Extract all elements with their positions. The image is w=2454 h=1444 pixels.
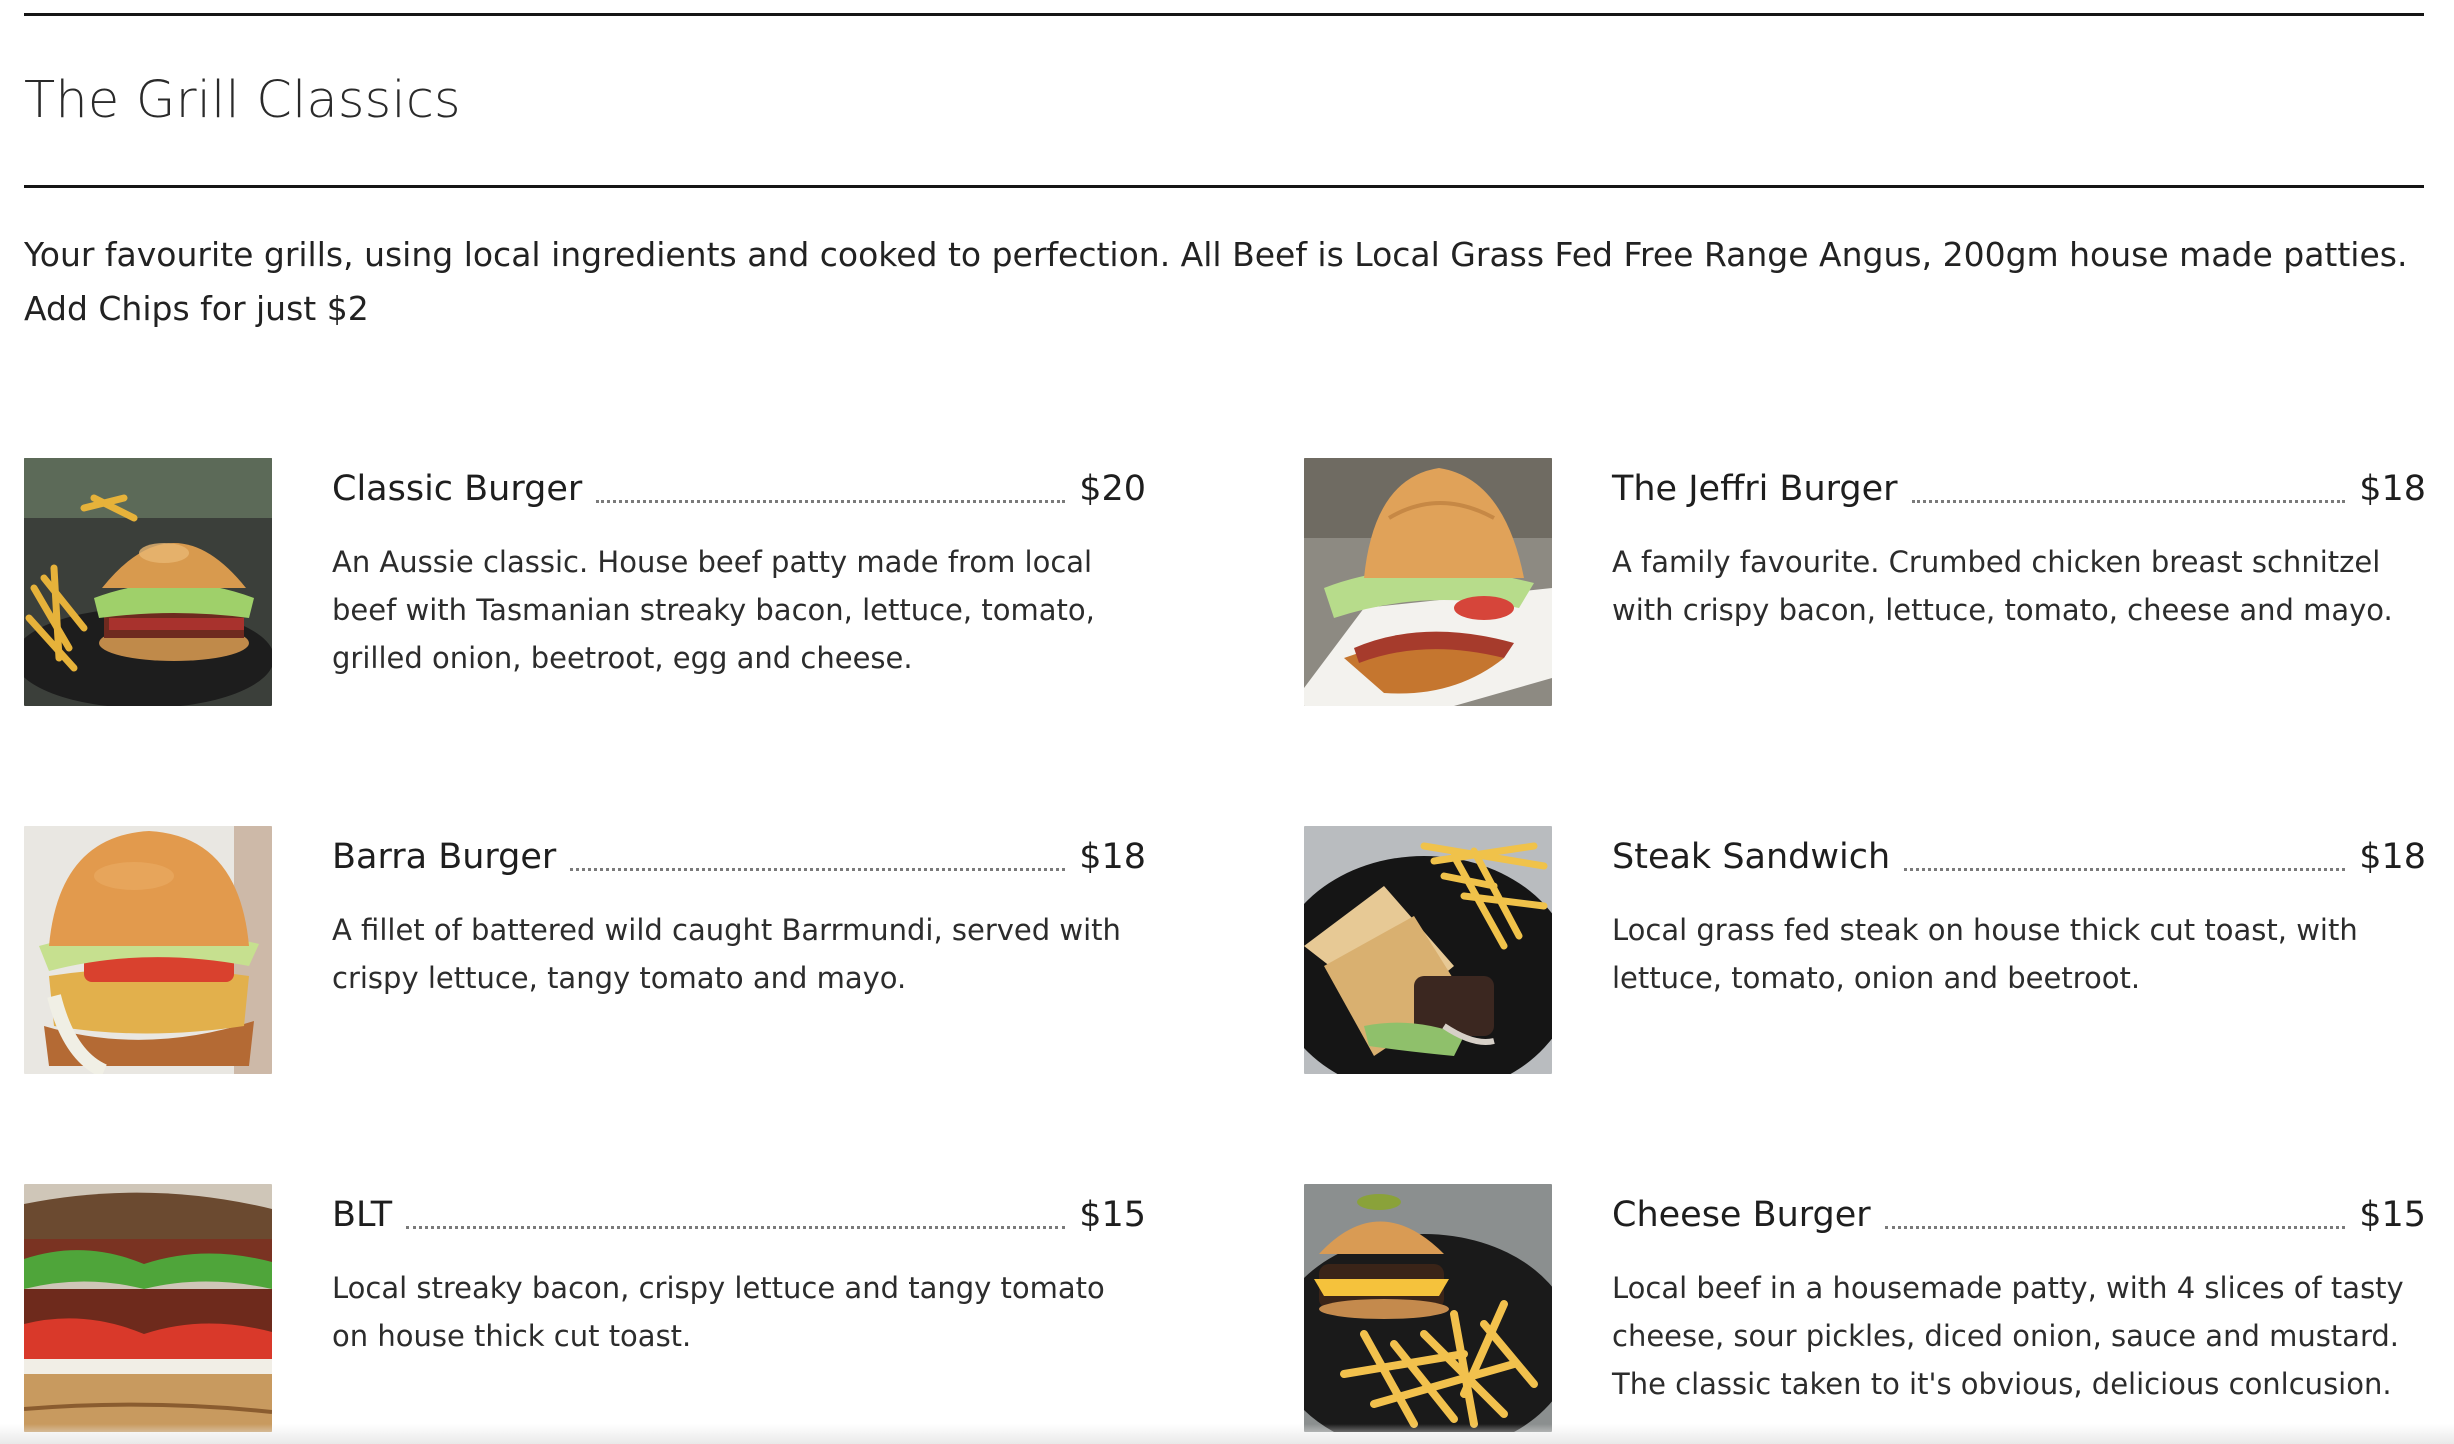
section-description: Your favourite grills, using local ingredients and cooked to perfection. All Beef is Local Grass Fed Free Range Angus, 200gm house made patties. Add Chips for just $2 — [24, 235, 2408, 328]
menu-item-blt — [24, 1184, 1146, 1434]
item-name: BLT — [332, 1195, 393, 1235]
item-name: Cheese Burger — [1612, 1195, 1871, 1235]
item-price: $15 — [1079, 1195, 1146, 1235]
dotted-leader — [1885, 1226, 2345, 1229]
top-divider — [24, 13, 2424, 16]
dotted-leader — [406, 1226, 1065, 1229]
dotted-leader — [1904, 868, 2345, 871]
item-header — [1612, 458, 2426, 514]
item-description: Local grass fed steak on house thick cut toast, with lettuce, tomato, onion and beetroot. — [1612, 913, 2358, 995]
menu-item-jeffri-burger — [1304, 458, 2426, 708]
classic-burger-image[interactable] — [24, 458, 272, 706]
item-description: A fillet of battered wild caught Barrmundi, served with crispy lettuce, tangy tomato and mayo. — [332, 913, 1121, 995]
item-name: Steak Sandwich — [1612, 837, 1891, 877]
item-name: Classic Burger — [332, 469, 583, 509]
item-description: An Aussie classic. House beef patty made from local beef with Tasmanian streaky bacon, lettuce, tomato, grilled onion, beetroot, egg and cheese. — [332, 545, 1095, 675]
dotted-leader — [570, 868, 1065, 871]
blt-image[interactable] — [24, 1184, 272, 1432]
dotted-leader — [596, 500, 1065, 503]
menu-item-cheese-burger — [1304, 1184, 2426, 1434]
item-price: $18 — [1079, 837, 1146, 877]
menu-item-classic-burger — [24, 458, 1146, 708]
item-header — [332, 1184, 1146, 1240]
jeffri-burger-image[interactable] — [1304, 458, 1552, 706]
item-price: $20 — [1079, 469, 1146, 509]
item-price: $15 — [2359, 1195, 2426, 1235]
item-header — [332, 458, 1146, 514]
item-name: The Jeffri Burger — [1612, 469, 1898, 509]
item-header — [1612, 1184, 2426, 1240]
item-header — [1612, 826, 2426, 882]
title-divider — [24, 185, 2424, 188]
item-price: $18 — [2359, 469, 2426, 509]
cheese-burger-image[interactable] — [1304, 1184, 1552, 1432]
menu-item-steak-sandwich — [1304, 826, 2426, 1076]
steak-sandwich-image[interactable] — [1304, 826, 1552, 1074]
item-price: $18 — [2359, 837, 2426, 877]
item-description: Local beef in a housemade patty, with 4 slices of tasty cheese, sour pickles, diced onion, sauce and mustard. The classic taken to it's obvious, delicious conlcusion. — [1612, 1271, 2404, 1401]
item-description: Local streaky bacon, crispy lettuce and tangy tomato on house thick cut toast. — [332, 1271, 1105, 1353]
item-description: A family favourite. Crumbed chicken breast schnitzel with crispy bacon, lettuce, tomato, cheese and mayo. — [1612, 545, 2393, 627]
section-title: The Grill Classics — [24, 71, 461, 130]
menu-item-barra-burger — [24, 826, 1146, 1076]
item-name: Barra Burger — [332, 837, 557, 877]
bottom-edge-shadow — [0, 1424, 2454, 1444]
dotted-leader — [1912, 500, 2346, 503]
item-header — [332, 826, 1146, 882]
barra-burger-image[interactable] — [24, 826, 272, 1074]
